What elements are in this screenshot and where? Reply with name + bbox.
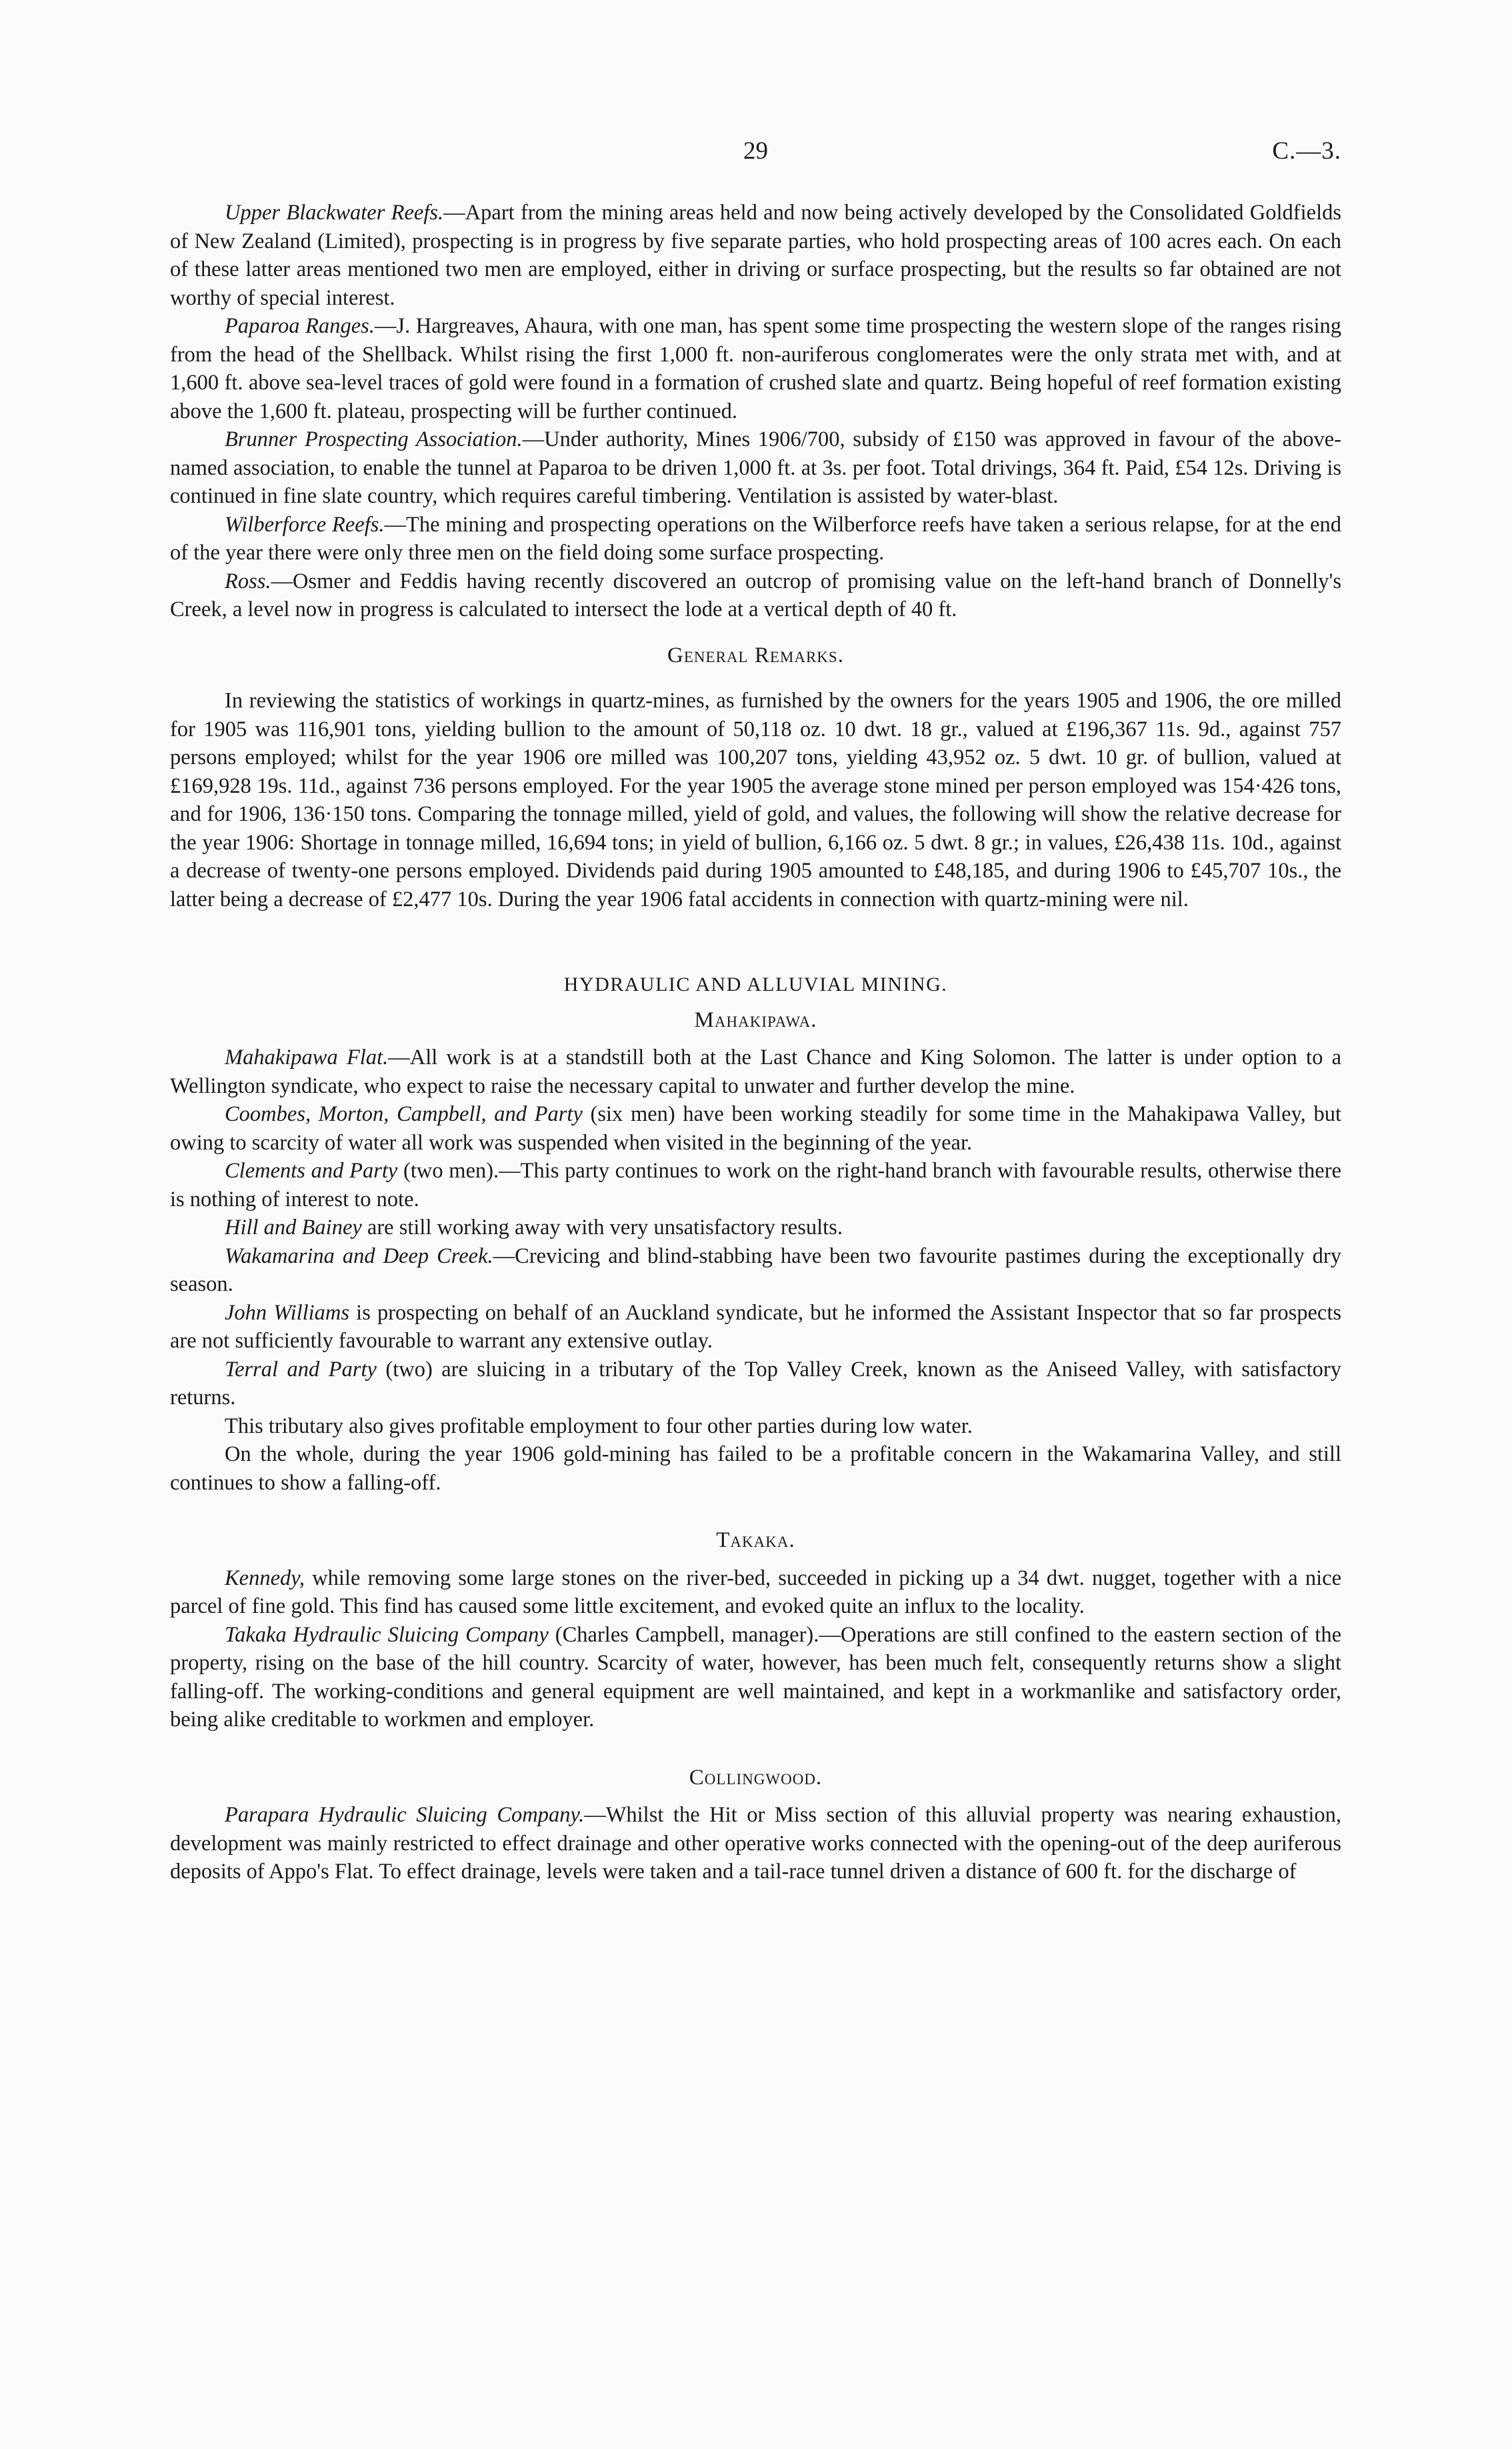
paragraph-text: —Under authority, Mines 1906/700, subsidy of £150 was approved in favour of the above-named association, to enable the tunnel at Paparoa to be driven 1,000 ft. at 3s. per foot. Total drivings, 364 ft. Paid, £54 12s. Driving is continued in fine slate country, which requires careful timbering. Ventilation is assisted by water-blast. (170, 427, 1342, 508)
paragraph-tributary (170, 1412, 1341, 1441)
paragraph-text: In reviewing the statistics of workings in quartz-mines, as furnished by the owners for the years 1905 and 1906, the ore milled for 1905 was 116,901 tons, yielding bullion to the amount of 50,118 oz. 10 dwt. 18 gr., valued at £196,367 11s. 9d., against 757 persons employed; whilst for the year 1906 ore milled was 100,207 tons, yielding 43,952 oz. 5 dwt. 10 gr. of bullion, valued at £169,928 19s. 11d., against 736 persons employed. For the year 1905 the average stone mined per person employed was 154·426 tons, and for 1906, 136·150 tons. Comparing the tonnage milled, yield of gold, and values, the following will show the relative decrease for the year 1906: Shortage in tonnage milled, 16,694 tons; in yield of bullion, 6,166 oz. 5 dwt. 8 gr.; in values, £26,438 11s. 10d., against a decrease of twenty-one persons employed. Dividends paid during 1905 amounted to £48,185, and during 1906 to £45,707 10s., the latter being a decrease of £2,477 10s. During the year 1906 fatal accidents in connection with quartz-mining were nil. (170, 689, 1341, 911)
paragraph-upper-blackwater-reefs (170, 199, 1341, 312)
paragraph-on-the-whole (170, 1440, 1341, 1497)
paragraph-ross (170, 567, 1341, 624)
paragraph-lead: Kennedy, (225, 1566, 305, 1590)
paragraph-text: (six men) have been working steadily for some time in the Mahakipawa Valley, but owing to scarcity of water all work was suspended when visited in the beginning of the year. (170, 1102, 1341, 1155)
page-number: 29 (743, 137, 768, 165)
section-heading-general-remarks: General Remarks. (667, 643, 844, 667)
paragraph-text: This tributary also gives profitable employment to four other parties during low water. (225, 1414, 973, 1438)
paragraph-wakamarina-deep-creek (170, 1242, 1341, 1299)
main-heading-hydraulic-alluvial: HYDRAULIC AND ALLUVIAL MINING. (563, 973, 948, 995)
paragraph-text: while removing some large stones on the river-bed, succeeded in picking up a 34 dwt. nugget, together with a nice parcel of fine gold. This find has caused some little excitement, and evoked quite an influx to the locality. (170, 1566, 1341, 1618)
paragraph-lead: Upper Blackwater Reefs. (225, 201, 444, 225)
paragraph-text: —Osmer and Feddis having recently discovered an outcrop of promising value on the left-hand branch of Donnelly's Creek, a level now in progress is calculated to intersect the lode at a vertical depth of 40 ft. (170, 569, 1341, 621)
paragraph-terral-party (170, 1356, 1341, 1412)
section-heading-collingwood: Collingwood. (689, 1765, 823, 1790)
paragraph-parapara-hydraulic (170, 1801, 1341, 1886)
paragraph-text: is prospecting on behalf of an Auckland syndicate, but he informed the Assistant Inspector that so far prospects are not sufficiently favourable to warrant any extensive outlay. (170, 1300, 1341, 1353)
paragraph-text: —Apart from the mining areas held and now being actively developed by the Consolidated Goldfields of New Zealand (Limited), prospecting is in progress by five separate parties, who hold prospecting areas of 100 acres each. On each of these latter areas mentioned two men are employed, either in driving or surface prospecting, but the results so far obtained are not worthy of special interest. (170, 201, 1342, 310)
page-header (170, 137, 1341, 177)
paragraph-kennedy (170, 1564, 1341, 1621)
paragraph-hill-bainey (170, 1213, 1341, 1242)
paragraph-brunner-prospecting (170, 425, 1341, 511)
paragraph-lead: Brunner Prospecting Association. (225, 427, 523, 451)
paragraph-coombes-morton (170, 1100, 1341, 1157)
paragraph-text: are still working away with very unsatisfactory results. (361, 1215, 843, 1240)
paragraph-text: —Whilst the Hit or Miss section of this alluvial property was nearing exhaustion, development was mainly restricted to effect drainage and other operative works connected with the opening-out of the deep auriferous deposits of Appo's Flat. To effect drainage, levels were taken and a tail-race tunnel driven a distance of 600 ft. for the discharge of (170, 1803, 1341, 1884)
paragraph-lead: Clements and Party (225, 1159, 398, 1183)
paragraph-lead: Terral and Party (225, 1357, 377, 1382)
paragraph-text: (Charles Campbell, manager).—Operations are still confined to the eastern section of the property, rising on the base of the hill country. Scarcity of water, however, has been much felt, consequently returns show a slight falling-off. The working-conditions and general equipment are well maintained, and kept in a workmanlike and satisfactory order, being alike creditable to workmen and employer. (170, 1622, 1341, 1732)
paragraph-lead: Wakamarina and Deep Creek. (225, 1244, 493, 1268)
paragraph-lead: Hill and Bainey (225, 1215, 362, 1240)
paragraph-lead: Parapara Hydraulic Sluicing Company. (225, 1803, 585, 1827)
paragraph-text: On the whole, during the year 1906 gold-mining has failed to be a profitable concern in the Wakamarina Valley, and still continues to show a falling-off. (170, 1442, 1341, 1495)
paragraph-john-williams (170, 1299, 1341, 1356)
paragraph-text: —J. Hargreaves, Ahaura, with one man, has spent some time prospecting the western slope of the ranges rising from the head of the Shellback. Whilst rising the first 1,000 ft. non-auriferous conglomerates were the only strata met with, and at 1,600 ft. above sea-level traces of gold were found in a formation of crushed slate and quartz. Being hopeful of reef formation existing above the 1,600 ft. plateau, prospecting will be further continued. (170, 314, 1341, 423)
document-reference: C.—3. (1272, 137, 1341, 165)
paragraph-text: —Crevicing and blind-stabbing have been two favourite pastimes during the exceptionally dry season. (170, 1244, 1341, 1296)
paragraph-mahakipawa-flat (170, 1043, 1341, 1100)
paragraph-wilberforce-reefs (170, 511, 1341, 567)
body-text (170, 199, 1341, 1886)
paragraph-text: (two) are sluicing in a tributary of the Top Valley Creek, known as the Aniseed Valley, with satisfactory returns. (170, 1357, 1342, 1410)
paragraph-lead: John Williams (225, 1300, 350, 1325)
paragraph-clements-party (170, 1157, 1341, 1213)
paragraph-lead: Paparoa Ranges. (225, 314, 375, 338)
paragraph-lead: Ross. (225, 569, 271, 593)
paragraph-paparoa-ranges (170, 312, 1341, 425)
paragraph-text: —All work is at a standstill both at the Last Chance and King Solomon. The latter is under option to a Wellington syndicate, who expect to raise the necessary capital to unwater and further develop the mine. (170, 1045, 1341, 1098)
paragraph-lead: Wilberforce Reefs. (225, 512, 385, 537)
paragraph-general-remarks (170, 687, 1341, 913)
section-heading-mahakipawa: Mahakipawa. (694, 1007, 817, 1032)
paragraph-text: —The mining and prospecting operations on the Wilberforce reefs have taken a serious relapse, for at the end of the year there were only three men on the field doing some surface prospecting. (170, 512, 1341, 565)
paragraph-lead: Mahakipawa Flat. (225, 1045, 389, 1069)
paragraph-lead: Coombes, Morton, Campbell, and Party (225, 1102, 583, 1126)
section-heading-takaka: Takaka. (716, 1528, 795, 1552)
paragraph-lead: Takaka Hydraulic Sluicing Company (225, 1622, 549, 1647)
paragraph-takaka-hydraulic (170, 1621, 1341, 1734)
paragraph-text: (two men).—This party continues to work on the right-hand branch with favourable results, otherwise there is nothing of interest to note. (170, 1159, 1341, 1211)
